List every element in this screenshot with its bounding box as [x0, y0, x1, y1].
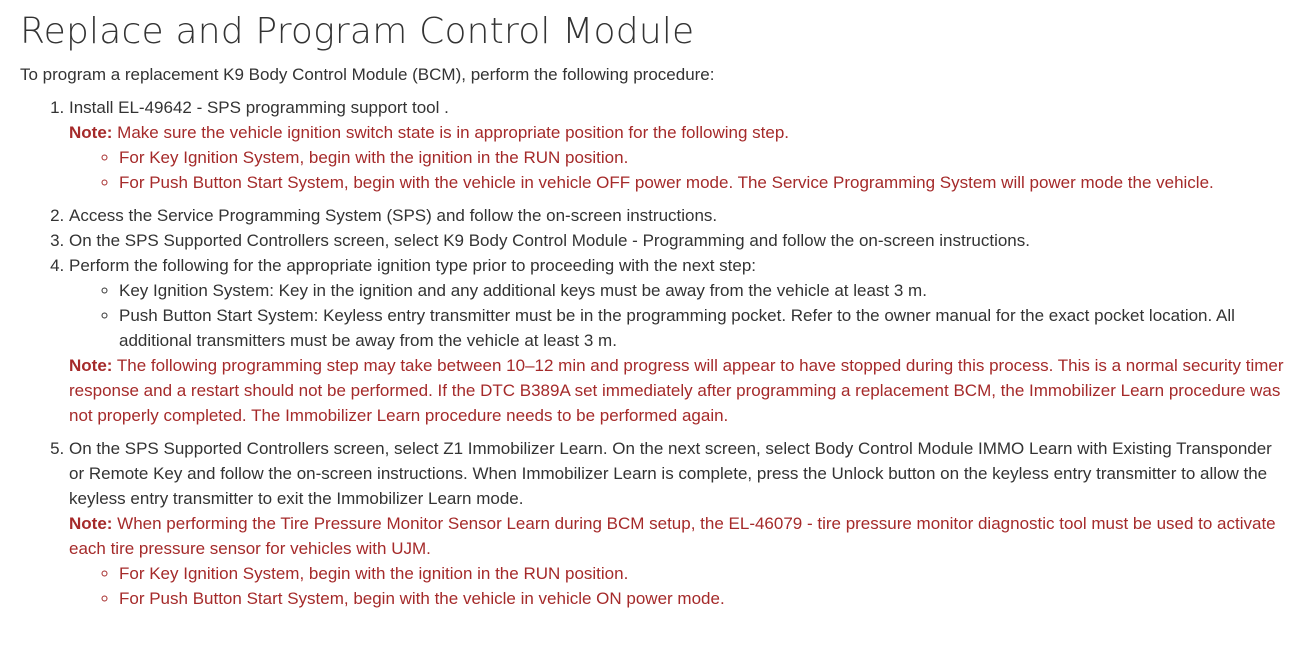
sub-item: ◦ For Key Ignition System, begin with the ignition in the RUN position.: [119, 145, 1290, 170]
step-2: [69, 203, 1290, 228]
sub-item: ◦ For Push Button Start System, begin with the vehicle in vehicle ON power mode.: [119, 586, 1290, 611]
note-label: Note:: [69, 123, 113, 142]
step-text: 1. Install EL-49642 - SPS programming support tool .: [69, 98, 449, 117]
note-text: The following programming step may take between 10–12 min and progress will appear to have stopped during this process. This is a normal security timer response and a restart should not be performed. If the DTC B389A set immediately after programming a replacement BCM, the Immobilizer Learn procedure was not properly completed. The Immobilizer Learn procedure needs to be performed again.: [69, 356, 1284, 425]
step-note: [69, 511, 1290, 561]
step-text: 3. On the SPS Supported Controllers screen, select K9 Body Control Module - Programming and follow the on-screen instructions.: [69, 231, 1030, 250]
step-1: [69, 95, 1290, 195]
step-text: 4. Perform the following for the appropriate ignition type prior to proceeding with the next step:: [69, 256, 756, 275]
note-label: Note:: [69, 356, 113, 375]
page-title: Replace and Program Control Module: [20, 11, 695, 52]
step-sublist: [69, 145, 1290, 195]
step-sublist: [69, 278, 1290, 353]
step-4: [69, 253, 1290, 428]
sub-item: ◦ Push Button Start System: Keyless entry transmitter must be in the programming pocket. Refer to the owner manual for the exact pocket location. All additional transmitters must be away from the vehicle at least 3 m.: [119, 303, 1290, 353]
step-sublist: [69, 561, 1290, 611]
note-text: When performing the Tire Pressure Monitor Sensor Learn during BCM setup, the EL-46079 - tire pressure monitor diagnostic tool must be used to activate each tire pressure sensor for vehicles with UJM.: [69, 514, 1276, 558]
step-text: 5. On the SPS Supported Controllers screen, select Z1 Immobilizer Learn. On the next screen, select Body Control Module IMMO Learn with Existing Transponder or Remote Key and follow the on-screen instructions. When Immobilizer Learn is complete, press the Unlock button on the keyless entry transmitter to allow the keyless entry transmitter to exit the Immobilizer Learn mode.: [69, 439, 1272, 508]
step-note: [69, 353, 1290, 428]
step-3: [69, 228, 1290, 253]
step-text: 2. Access the Service Programming System (SPS) and follow the on-screen instructions.: [69, 206, 718, 225]
sub-item: ◦ Key Ignition System: Key in the ignition and any additional keys must be away from the vehicle at least 3 m.: [119, 278, 1290, 303]
sub-item: ◦ For Key Ignition System, begin with the ignition in the RUN position.: [119, 561, 1290, 586]
note-label: Note:: [69, 514, 113, 533]
step-5: [69, 436, 1290, 611]
procedure-steps: [20, 95, 1290, 611]
sub-item: ◦ For Push Button Start System, begin with the vehicle in vehicle OFF power mode. The Service Programming System will power mode the vehicle.: [119, 170, 1290, 195]
step-note: [69, 120, 1290, 145]
intro-text: To program a replacement K9 Body Control Module (BCM), perform the following procedure:: [20, 65, 715, 84]
note-text: Make sure the vehicle ignition switch state is in appropriate position for the following step.: [112, 123, 790, 142]
